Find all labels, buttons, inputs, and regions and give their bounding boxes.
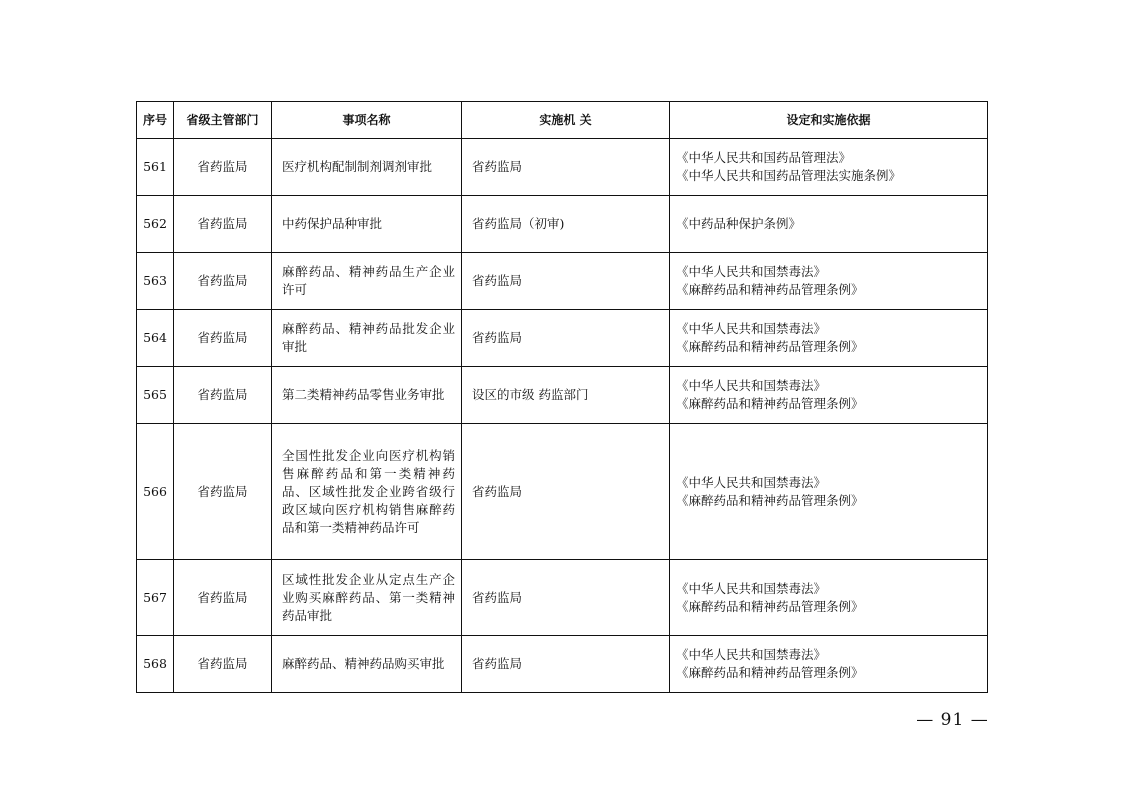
row-serial-number: 564: [137, 310, 174, 367]
legal-basis-line: 《中华人民共和国禁毒法》: [676, 378, 827, 393]
approval-items-table: [136, 101, 988, 693]
legal-basis-line: 《中华人民共和国禁毒法》: [676, 580, 827, 596]
legal-basis-line: 《中华人民共和国禁毒法》: [676, 474, 827, 490]
header-department: 省级主管部门: [174, 102, 272, 139]
row-implementing-agency: 省药监局: [462, 310, 670, 367]
legal-basis-line: 《麻醉药品和精神药品管理条例》: [676, 598, 864, 614]
row-implementing-agency: 省药监局: [462, 560, 670, 636]
table-row: [137, 424, 988, 560]
table-row: [137, 139, 988, 196]
row-department: 省药监局: [174, 196, 272, 253]
legal-basis-line: 《麻醉药品和精神药品管理条例》: [676, 492, 864, 508]
row-legal-basis: [670, 560, 988, 636]
row-legal-basis: [670, 196, 988, 253]
row-item-name: 中药保护品种审批: [272, 196, 462, 253]
header-implementing-agency: 实施机 关: [462, 102, 670, 139]
row-legal-basis: [670, 310, 988, 367]
row-item-name: 麻醉药品、精神药品生产企业许可: [272, 253, 462, 310]
row-legal-basis: [670, 253, 988, 310]
page-number: — 91 —: [916, 710, 989, 730]
row-item-name: 麻醉药品、精神药品购买审批: [272, 636, 462, 693]
row-legal-basis: [670, 367, 988, 424]
row-legal-basis: [670, 636, 988, 693]
row-implementing-agency: 省药监局: [462, 424, 670, 560]
table-body: [137, 139, 988, 693]
table-row: [137, 560, 988, 636]
row-serial-number: 568: [137, 636, 174, 693]
row-department: 省药监局: [174, 310, 272, 367]
table-row: [137, 196, 988, 253]
legal-basis-line: 《中药品种保护条例》: [676, 216, 802, 231]
legal-basis-line: 《麻醉药品和精神药品管理条例》: [676, 396, 864, 411]
legal-basis-line: 《中华人民共和国药品管理法》: [676, 150, 852, 165]
legal-basis-line: 《中华人民共和国禁毒法》: [676, 647, 827, 662]
legal-basis-line: 《麻醉药品和精神药品管理条例》: [676, 665, 864, 680]
row-implementing-agency: 省药监局: [462, 253, 670, 310]
row-implementing-agency: 省药监局: [462, 139, 670, 196]
row-department: 省药监局: [174, 636, 272, 693]
row-legal-basis: [670, 424, 988, 560]
row-item-name: 麻醉药品、精神药品批发企业审批: [272, 310, 462, 367]
row-serial-number: 563: [137, 253, 174, 310]
legal-basis-line: 《中华人民共和国禁毒法》: [676, 264, 827, 279]
header-serial-number: 序号: [137, 102, 174, 139]
row-serial-number: 562: [137, 196, 174, 253]
row-department: 省药监局: [174, 424, 272, 560]
header-legal-basis: 设定和实施依据: [670, 102, 988, 139]
row-implementing-agency: 省药监局（初审): [462, 196, 670, 253]
table-header-row: [137, 102, 988, 139]
legal-basis-line: 《中华人民共和国药品管理法实施条例》: [676, 168, 902, 183]
legal-basis-line: 《麻醉药品和精神药品管理条例》: [676, 339, 864, 354]
row-department: 省药监局: [174, 139, 272, 196]
row-serial-number: 566: [137, 424, 174, 560]
row-serial-number: 567: [137, 560, 174, 636]
row-item-name: 第二类精神药品零售业务审批: [272, 367, 462, 424]
table-row: [137, 310, 988, 367]
row-implementing-agency: 省药监局: [462, 636, 670, 693]
table-row: [137, 367, 988, 424]
row-item-name: 全国性批发企业向医疗机构销售麻醉药品和第一类精神药品、区域性批发企业跨省级行政区域向医疗机构销售麻醉药品和第一类精神药品许可: [272, 424, 462, 560]
table-row: [137, 253, 988, 310]
row-legal-basis: [670, 139, 988, 196]
row-item-name: 医疗机构配制制剂调剂审批: [272, 139, 462, 196]
table-row: [137, 636, 988, 693]
row-implementing-agency: 设区的市级 药监部门: [462, 367, 670, 424]
row-serial-number: 565: [137, 367, 174, 424]
legal-basis-line: 《麻醉药品和精神药品管理条例》: [676, 282, 864, 297]
row-department: 省药监局: [174, 367, 272, 424]
row-department: 省药监局: [174, 253, 272, 310]
header-item-name: 事项名称: [272, 102, 462, 139]
row-serial-number: 561: [137, 139, 174, 196]
legal-basis-line: 《中华人民共和国禁毒法》: [676, 321, 827, 336]
row-item-name: 区域性批发企业从定点生产企业购买麻醉药品、第一类精神药品审批: [272, 560, 462, 636]
row-department: 省药监局: [174, 560, 272, 636]
